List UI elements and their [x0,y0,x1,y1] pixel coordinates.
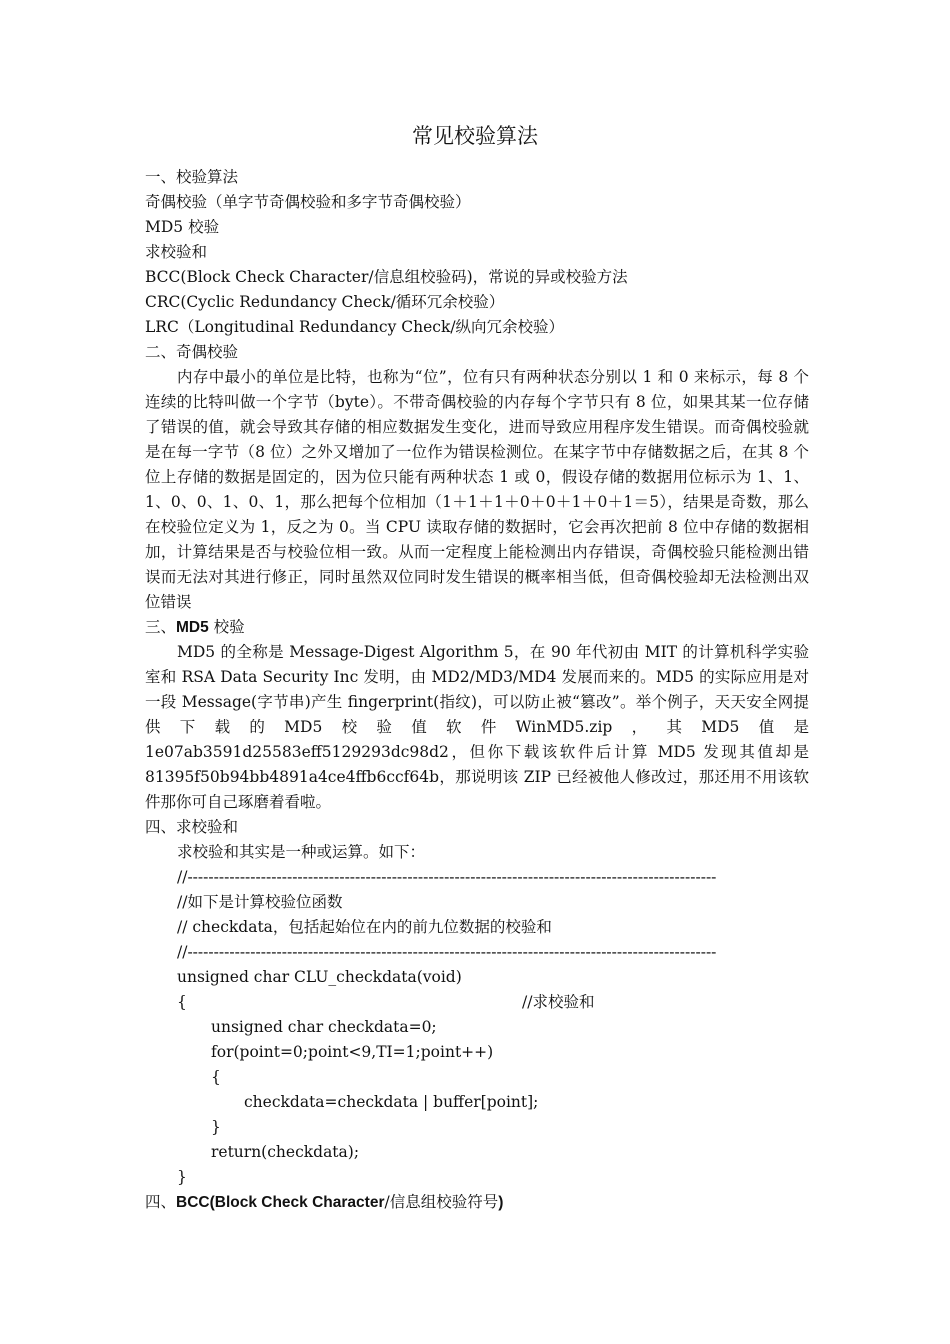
algorithm-item: CRC(Cyclic Redundancy Check/循环冗余校验） [145,293,505,311]
code-comment: // checkdata，包括起始位在内的前九位数据的校验和 [177,918,552,936]
code-block [145,865,809,890]
code-open-brace-row [145,990,809,1015]
section-heading-algorithms: 一、校验算法 [145,168,239,186]
heading-end: ) [498,1194,504,1211]
md5-paragraph: MD5 的全称是 Message-Digest Algorithm 5，在 90 年代初由 MIT 的计算机科学实验室和 RSA Data Security Inc 发明，由 MD2/MD3/MD4 发展而来的。MD5 的实际应用是对一段 Message(字节串)产生 fingerprint(指纹)，可以防止被“篡改”。举个例子，天天安全网提供下载的MD5校验值软件WinMD5.zip，其MD5值是1e07ab3591d25583eff5129293dc98d2，但你下载该软件后计算 MD5 发现其值却是 81395f50b94bb4891a4ce4ffb6ccf64b，那说明该 ZIP 已经被他人修改过，那还用不用该软件那你可自己琢磨着看啦。 [145,643,809,811]
code-divider: //----------------------------------------------------------------------------------------------------- [177,868,717,886]
algorithm-item: 求校验和 [145,243,208,261]
algorithm-item: LRC（Longitudinal Redundancy Check/纵向冗余校验） [145,318,565,336]
algorithm-item: BCC(Block Check Character/信息组校验码)，常说的异或校验方法 [145,268,628,286]
section-heading-md5 [145,615,809,640]
code-line: { [211,1068,221,1086]
code-line: checkdata=checkdata | buffer[point]; [244,1093,539,1111]
code-divider-line [145,940,809,965]
code-line: unsigned char checkdata=0; [211,1018,437,1036]
algorithm-item: MD5 校验 [145,218,220,236]
code-divider: //----------------------------------------------------------------------------------------------------- [177,943,717,961]
heading-prefix: 四、 [145,1193,177,1211]
section-heading-parity: 二、奇偶校验 [145,343,239,361]
code-comment: //如下是计算校验位函数 [177,893,343,911]
heading-suffix: /信息组校验符号 [384,1193,499,1211]
document-body [145,165,809,1215]
heading-bold: BCC(Block Check Character [176,1194,385,1211]
heading-bold: MD5 [176,619,209,636]
code-line: for(point=0;point<9,TI=1;point++) [211,1043,494,1061]
code-open-brace: { [177,993,187,1011]
code-signature: unsigned char CLU_checkdata(void) [177,968,462,986]
code-close-brace: } [177,1168,187,1186]
heading-suffix: 校验 [208,618,245,636]
code-inline-comment: //求校验和 [522,993,595,1011]
section-heading-bcc [145,1190,809,1215]
code-line: } [211,1118,221,1136]
checksum-intro: 求校验和其实是一种或运算。如下： [177,843,426,861]
section-heading-checksum: 四、求校验和 [145,818,239,836]
heading-prefix: 三、 [145,618,177,636]
document-title: 常见校验算法 [412,124,538,148]
code-line: return(checkdata); [211,1143,360,1161]
parity-paragraph: 内存中最小的单位是比特，也称为“位”，位有只有两种状态分别以 1 和 0 来标示，每 8 个连续的比特叫做一个字节（byte）。不带奇偶校验的内存每个字节只有 8 位，如果其某一位存储了错误的值，就会导致其存储的相应数据发生变化，进而导致应用程序发生错误。而奇偶校验就是在每一字节（8 位）之外又增加了一位作为错误检测位。在某字节中存储数据之后，在其 8 个位上存储的数据是固定的，因为位只能有两种状态 1 或 0，假设存储的数据用位标示为 1、1、 1、0、0、1、0、1，那么把每个位相加（1＋1＋1＋0＋0＋1＋0＋1＝5），结果是奇数，那么在校验位定义为 1，反之为 0。当 CPU 读取存储的数据时，它会再次把前 8 位中存储的数据相加，计算结果是否与校验位相一致。从而一定程度上能检测出内存错误，奇偶校验只能检测出错误而无法对其进行修正，同时虽然双位同时发生错误的概率相当低，但奇偶校验却无法检测出双位错误 [145,368,809,611]
algorithm-item: 奇偶校验（单字节奇偶校验和多字节奇偶校验） [145,193,471,211]
